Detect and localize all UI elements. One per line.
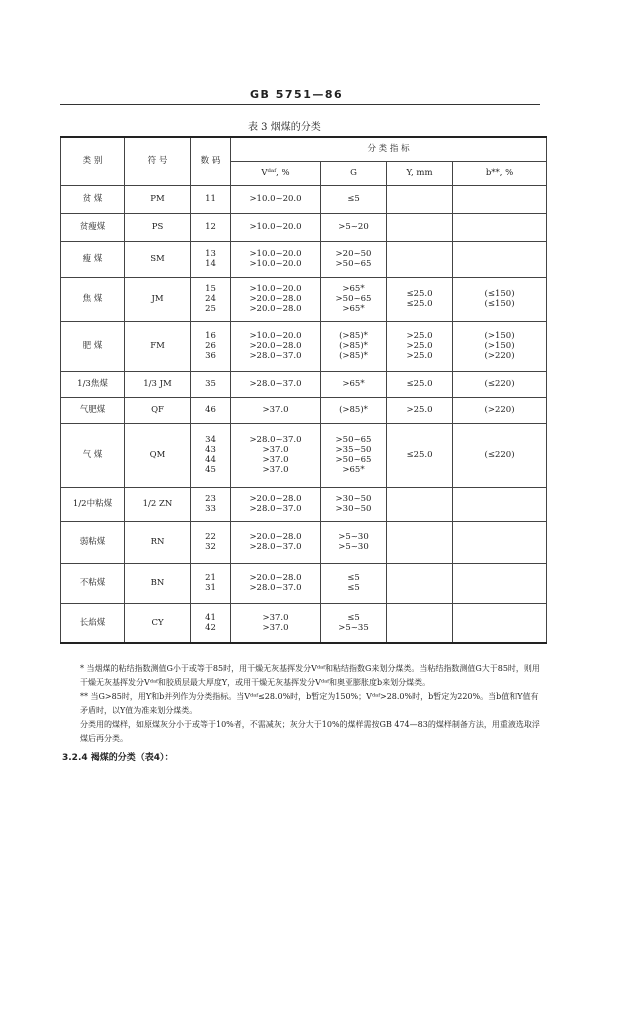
volatile-cell bbox=[231, 321, 321, 371]
category-cell: 瘦 煤 bbox=[61, 241, 125, 277]
code-cell bbox=[191, 397, 231, 423]
code-cell-line: 14 bbox=[205, 259, 216, 269]
g-cell bbox=[321, 603, 387, 643]
g-cell-line: (>85)* bbox=[339, 331, 368, 341]
b-cell bbox=[453, 563, 547, 603]
code-cell-line: 21 bbox=[205, 573, 216, 583]
category-cell: 贫瘦煤 bbox=[61, 213, 125, 241]
code-cell-line: 41 bbox=[205, 612, 216, 623]
volatile-cell bbox=[231, 213, 321, 241]
category-cell: 不粘煤 bbox=[61, 563, 125, 603]
symbol-cell: PM bbox=[125, 185, 191, 213]
b-cell-line: (≤220) bbox=[484, 450, 515, 460]
code-cell-line: 12 bbox=[205, 222, 216, 232]
volatile-cell bbox=[231, 397, 321, 423]
volatile-cell-line: >10.0~20.0 bbox=[249, 249, 302, 259]
y-cell bbox=[387, 241, 453, 277]
g-cell-line: >5~35 bbox=[338, 622, 369, 633]
code-cell-line: 44 bbox=[205, 455, 216, 465]
symbol-cell: FM bbox=[125, 321, 191, 371]
table-caption: 表 3 烟煤的分类 bbox=[248, 122, 321, 133]
g-cell bbox=[321, 185, 387, 213]
volatile-cell-line: >20.0~28.0 bbox=[249, 573, 302, 583]
b-cell bbox=[453, 371, 547, 397]
volatile-cell-line: >10.0~20.0 bbox=[249, 331, 302, 341]
code-cell-line: 33 bbox=[205, 504, 216, 514]
b-cell bbox=[453, 397, 547, 423]
category-cell: 焦 煤 bbox=[61, 277, 125, 321]
code-cell bbox=[191, 487, 231, 521]
category-cell: 气 煤 bbox=[61, 423, 125, 487]
y-cell-line: ≤25.0 bbox=[406, 450, 433, 460]
code-cell bbox=[191, 563, 231, 603]
code-cell-line: 24 bbox=[205, 294, 216, 304]
y-cell bbox=[387, 321, 453, 371]
volatile-cell bbox=[231, 241, 321, 277]
code-cell-line: 13 bbox=[205, 249, 216, 259]
code-cell bbox=[191, 213, 231, 241]
note-3: 分类用的煤样，如原煤灰分小于或等于10%者，不需减灰；灰分大于10%的煤样需按GB 474—83的煤样制备方法，用重液选取浮煤后再分类。 bbox=[80, 720, 540, 743]
g-cell bbox=[321, 277, 387, 321]
header-b: b**, % bbox=[453, 161, 547, 185]
g-cell-line: >50~65 bbox=[335, 455, 372, 465]
header-category: 类 别 bbox=[61, 137, 125, 185]
code-cell bbox=[191, 371, 231, 397]
code-cell-line: 11 bbox=[205, 194, 216, 204]
g-cell bbox=[321, 487, 387, 521]
volatile-cell-line: >37.0 bbox=[262, 445, 289, 455]
g-cell-line: (>85)* bbox=[339, 405, 368, 415]
category-cell: 弱粘煤 bbox=[61, 521, 125, 563]
header-y: Y, mm bbox=[387, 161, 453, 185]
g-cell-line: (>85)* bbox=[339, 351, 368, 361]
g-cell-line: >30~50 bbox=[335, 504, 372, 514]
symbol-cell: 1/3 JM bbox=[125, 371, 191, 397]
b-cell-line: (>220) bbox=[484, 405, 515, 415]
g-cell-line: ≤5 bbox=[347, 573, 360, 583]
volatile-cell-line: >37.0 bbox=[262, 612, 289, 623]
b-cell-line: (>220) bbox=[484, 351, 515, 361]
code-cell bbox=[191, 423, 231, 487]
b-cell-line: (≤220) bbox=[484, 379, 515, 389]
code-cell-line: 34 bbox=[205, 435, 216, 445]
table-row bbox=[61, 185, 547, 213]
g-cell-line: >50~65 bbox=[335, 259, 372, 269]
category-cell: 肥 煤 bbox=[61, 321, 125, 371]
code-cell-line: 36 bbox=[205, 351, 216, 361]
code-cell-line: 35 bbox=[205, 379, 216, 389]
symbol-cell: PS bbox=[125, 213, 191, 241]
y-cell bbox=[387, 487, 453, 521]
y-cell bbox=[387, 277, 453, 321]
table-row bbox=[61, 371, 547, 397]
g-cell-line: ≤5 bbox=[347, 612, 360, 623]
g-cell-line: >65* bbox=[342, 284, 365, 294]
volatile-cell-line: >20.0~28.0 bbox=[249, 532, 302, 542]
g-cell bbox=[321, 241, 387, 277]
b-cell bbox=[453, 321, 547, 371]
g-cell bbox=[321, 563, 387, 603]
table-row bbox=[61, 397, 547, 423]
y-cell bbox=[387, 371, 453, 397]
table-row bbox=[61, 241, 547, 277]
g-cell-line: >5~30 bbox=[338, 542, 369, 552]
g-cell-line: >50~65 bbox=[335, 294, 372, 304]
g-cell-line: >20~50 bbox=[335, 249, 372, 259]
b-cell bbox=[453, 185, 547, 213]
volatile-cell bbox=[231, 185, 321, 213]
code-cell-line: 43 bbox=[205, 445, 216, 455]
volatile-cell-line: >28.0~37.0 bbox=[249, 351, 302, 361]
b-cell bbox=[453, 241, 547, 277]
g-cell bbox=[321, 321, 387, 371]
g-cell bbox=[321, 371, 387, 397]
volatile-cell bbox=[231, 371, 321, 397]
volatile-cell-line: >20.0~28.0 bbox=[249, 341, 302, 351]
symbol-cell: QF bbox=[125, 397, 191, 423]
volatile-cell-line: >20.0~28.0 bbox=[249, 494, 302, 504]
code-cell bbox=[191, 603, 231, 643]
b-cell bbox=[453, 487, 547, 521]
g-cell-line: ≤5 bbox=[347, 194, 360, 204]
y-cell bbox=[387, 213, 453, 241]
code-cell-line: 16 bbox=[205, 331, 216, 341]
header-volatile: Vᵈᵃᶠ, % bbox=[231, 161, 321, 185]
g-cell-line: >5~20 bbox=[338, 222, 369, 232]
header-symbol: 符 号 bbox=[125, 137, 191, 185]
b-cell-line: (>150) bbox=[484, 331, 515, 341]
y-cell bbox=[387, 603, 453, 643]
volatile-cell-line: >10.0~20.0 bbox=[249, 284, 302, 294]
g-cell bbox=[321, 397, 387, 423]
table-row bbox=[61, 603, 547, 643]
table-row bbox=[61, 563, 547, 603]
y-cell-line: >25.0 bbox=[406, 331, 433, 341]
y-cell-line: >25.0 bbox=[406, 341, 433, 351]
code-cell bbox=[191, 277, 231, 321]
code-cell-line: 31 bbox=[205, 583, 216, 593]
b-cell bbox=[453, 603, 547, 643]
g-cell-line: >65* bbox=[342, 379, 365, 389]
y-cell-line: >25.0 bbox=[406, 351, 433, 361]
note-1: * 当烟煤的粘结指数测值G小于或等于85时，用干燥无灰基挥发分Vᵈᵃᶠ和粘结指数G来划分煤类。当粘结指数测值G大于85时，则用干燥无灰基挥发分Vᵈᵃᶠ和胶质层最大厚度Y，或用干燥无灰基挥发分Vᵈᵃᶠ和奥亚膨胀度b来划分煤类。 bbox=[80, 664, 540, 687]
table-body bbox=[61, 185, 547, 643]
g-cell-line: >65* bbox=[342, 304, 365, 314]
category-cell: 1/3焦煤 bbox=[61, 371, 125, 397]
volatile-cell bbox=[231, 423, 321, 487]
g-cell-line: ≤5 bbox=[347, 583, 360, 593]
table-row bbox=[61, 423, 547, 487]
code-cell bbox=[191, 185, 231, 213]
b-cell-line: (>150) bbox=[484, 341, 515, 351]
code-cell-line: 42 bbox=[205, 622, 216, 633]
b-cell bbox=[453, 277, 547, 321]
volatile-cell-line: >37.0 bbox=[262, 405, 289, 415]
bituminous-coal-table bbox=[60, 136, 547, 644]
volatile-cell-line: >28.0~37.0 bbox=[249, 542, 302, 552]
code-cell-line: 25 bbox=[205, 304, 216, 314]
symbol-cell: 1/2 ZN bbox=[125, 487, 191, 521]
y-cell bbox=[387, 185, 453, 213]
table-row bbox=[61, 321, 547, 371]
volatile-cell-line: >37.0 bbox=[262, 455, 289, 465]
g-cell bbox=[321, 213, 387, 241]
table-row bbox=[61, 213, 547, 241]
section-heading: 3.2.4 褐煤的分类（表4）： bbox=[62, 753, 174, 763]
code-cell-line: 32 bbox=[205, 542, 216, 552]
volatile-cell bbox=[231, 487, 321, 521]
g-cell-line: >35~50 bbox=[335, 445, 372, 455]
volatile-cell bbox=[231, 563, 321, 603]
g-cell-line: >50~65 bbox=[335, 435, 372, 445]
y-cell-line: ≤25.0 bbox=[406, 289, 433, 299]
volatile-cell-line: >20.0~28.0 bbox=[249, 294, 302, 304]
symbol-cell: JM bbox=[125, 277, 191, 321]
header-g: G bbox=[321, 161, 387, 185]
g-cell-line: >30~50 bbox=[335, 494, 372, 504]
g-cell bbox=[321, 521, 387, 563]
y-cell bbox=[387, 563, 453, 603]
b-cell bbox=[453, 521, 547, 563]
category-cell: 贫 煤 bbox=[61, 185, 125, 213]
code-cell-line: 23 bbox=[205, 494, 216, 504]
volatile-cell-line: >20.0~28.0 bbox=[249, 304, 302, 314]
volatile-cell-line: >37.0 bbox=[262, 622, 289, 633]
y-cell bbox=[387, 423, 453, 487]
volatile-cell-line: >10.0~20.0 bbox=[249, 259, 302, 269]
code-cell bbox=[191, 521, 231, 563]
header-rule bbox=[60, 104, 540, 105]
g-cell-line: >65* bbox=[342, 465, 365, 475]
header-index-group: 分 类 指 标 bbox=[231, 137, 547, 161]
symbol-cell: RN bbox=[125, 521, 191, 563]
table-row bbox=[61, 277, 547, 321]
table-row bbox=[61, 521, 547, 563]
y-cell-line: ≤25.0 bbox=[406, 299, 433, 309]
code-cell-line: 15 bbox=[205, 284, 216, 294]
volatile-cell-line: >10.0~20.0 bbox=[249, 222, 302, 232]
b-cell bbox=[453, 423, 547, 487]
header-code: 数 码 bbox=[191, 137, 231, 185]
standard-number: GB 5751—86 bbox=[250, 88, 344, 101]
code-cell-line: 26 bbox=[205, 341, 216, 351]
b-cell-line: (≤150) bbox=[484, 299, 515, 309]
volatile-cell-line: >37.0 bbox=[262, 465, 289, 475]
code-cell-line: 45 bbox=[205, 465, 216, 475]
g-cell-line: (>85)* bbox=[339, 341, 368, 351]
volatile-cell bbox=[231, 521, 321, 563]
y-cell-line: ≤25.0 bbox=[406, 379, 433, 389]
symbol-cell: CY bbox=[125, 603, 191, 643]
volatile-cell-line: >28.0~37.0 bbox=[249, 435, 302, 445]
symbol-cell: QM bbox=[125, 423, 191, 487]
volatile-cell-line: >28.0~37.0 bbox=[249, 504, 302, 514]
symbol-cell: SM bbox=[125, 241, 191, 277]
g-cell-line: >5~30 bbox=[338, 532, 369, 542]
y-cell bbox=[387, 521, 453, 563]
volatile-cell bbox=[231, 277, 321, 321]
category-cell: 气肥煤 bbox=[61, 397, 125, 423]
code-cell-line: 46 bbox=[205, 405, 216, 415]
volatile-cell-line: >28.0~37.0 bbox=[249, 379, 302, 389]
volatile-cell-line: >28.0~37.0 bbox=[249, 583, 302, 593]
b-cell bbox=[453, 213, 547, 241]
code-cell bbox=[191, 321, 231, 371]
code-cell-line: 22 bbox=[205, 532, 216, 542]
y-cell bbox=[387, 397, 453, 423]
category-cell: 长焰煤 bbox=[61, 603, 125, 643]
symbol-cell: BN bbox=[125, 563, 191, 603]
note-2: ** 当G>85时，用Y和b并列作为分类指标。当Vᵈᵃᶠ≤28.0%时，b暂定为150%；Vᵈᵃᶠ>28.0%时，b暂定为220%。当b值和Y值有矛盾时，以Y值为准来划分煤类。 bbox=[80, 692, 539, 715]
y-cell-line: >25.0 bbox=[406, 405, 433, 415]
g-cell bbox=[321, 423, 387, 487]
table-row bbox=[61, 487, 547, 521]
code-cell bbox=[191, 241, 231, 277]
volatile-cell-line: >10.0~20.0 bbox=[249, 194, 302, 204]
category-cell: 1/2中粘煤 bbox=[61, 487, 125, 521]
table-notes bbox=[80, 662, 540, 746]
volatile-cell bbox=[231, 603, 321, 643]
b-cell-line: (≤150) bbox=[484, 289, 515, 299]
